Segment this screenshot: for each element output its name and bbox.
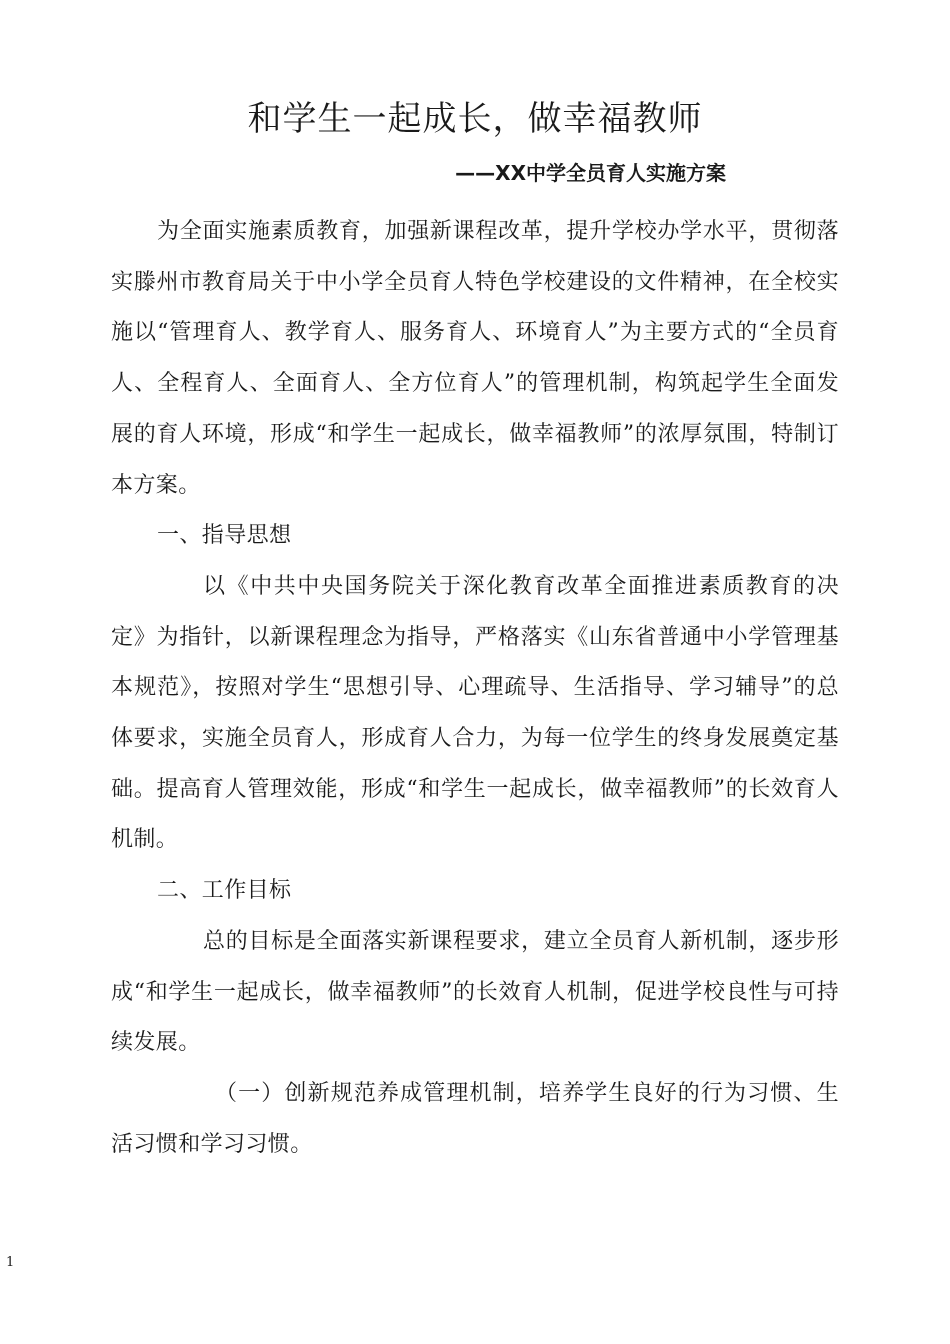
section-heading-work-goals: 二、工作目标 <box>157 878 292 904</box>
sub-item-paragraph: （一）创新规范养成管理机制，培养学生良好的行为习惯、生活习惯和学习习惯。 <box>111 1080 839 1157</box>
section-heading-guiding-ideology: 一、指导思想 <box>157 523 292 549</box>
page-number: 1 <box>6 1255 15 1270</box>
document-title: 和学生一起成长，做幸福教师 <box>247 99 703 139</box>
guiding-ideology-paragraph: 以《中共中央国务院关于深化教育改革全面推进素质教育的决定》为指针，以新课程理念为指导，严格落实《山东省普通中小学管理基本规范》，按照对学生“思想引导、心理疏导、生活指导、学习辅导”的总体要求，实施全员育人，形成育人合力，为每一位学生的终身发展奠定基础。提高育人管理效能，形成“和学生一起成长，做幸福教师”的长效育人机制。 <box>111 573 839 853</box>
intro-paragraph: 为全面实施素质教育，加强新课程改革，提升学校办学水平，贯彻落实滕州市教育局关于中小学全员育人特色学校建设的文件精神，在全校实施以“管理育人、教学育人、服务育人、环境育人”为主要方式的“全员育人、全程育人、全面育人、全方位育人”的管理机制，构筑起学生全面发展的育人环境，形成“和学生一起成长，做幸福教师”的浓厚氛围，特制订本方案。 <box>111 219 839 498</box>
document-body <box>111 207 839 1170</box>
work-goals-paragraph: 总的目标是全面落实新课程要求，建立全员育人新机制，逐步形成“和学生一起成长，做幸福教师”的长效育人机制，促进学校良性与可持续发展。 <box>111 928 839 1056</box>
document-subtitle: ——XX中学全员育人实施方案 <box>455 161 726 185</box>
